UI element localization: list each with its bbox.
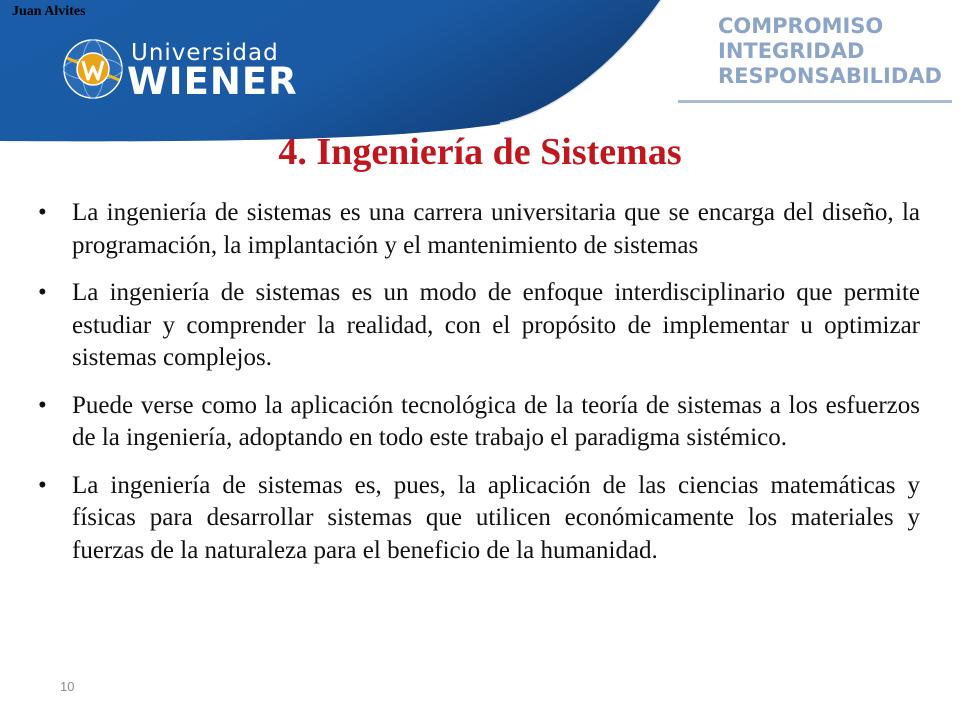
tagline [718, 14, 942, 89]
bullet-item [38, 277, 920, 375]
bullet-marker: • [38, 471, 47, 499]
bullet-list [38, 197, 920, 582]
logo-line-university: Universidad [131, 40, 279, 66]
logo-line-wiener: WIENER [127, 60, 298, 103]
tagline-integridad: INTEGRIDAD [718, 39, 865, 63]
tagline-compromiso: COMPROMISO [718, 14, 884, 38]
bullet-marker: • [38, 199, 47, 226]
tagline-responsabilidad: RESPONSABILIDAD [718, 64, 942, 88]
bullet-text: La ingeniería de sistemas es, pues, la aplicación de las ciencias matemáticas y físicas para desarrollar sistemas que utilicen económicamente los materiales y fuerzas de la naturaleza para el beneficio de la humanidad. [72, 471, 920, 564]
page-number: 10 [60, 679, 75, 694]
bullet-item [38, 470, 920, 568]
bullet-text: La ingeniería de sistemas es una carrera universitaria que se encarga del diseño, la programación, la implantación y el mantenimiento de sistemas [72, 199, 920, 259]
bullet-text: La ingeniería de sistemas es un modo de enfoque interdisciplinario que permite estudiar y comprender la realidad, con el propósito de implementar u optimizar sistemas complejos. [72, 279, 920, 371]
bullet-text: Puede verse como la aplicación tecnológica de la teoría de sistemas a los esfuerzos de la ingeniería, adoptando en todo este trabajo el paradigma sistémico. [72, 391, 920, 451]
slide-title: 4. Ingeniería de Sistemas [278, 131, 682, 173]
bullet-marker: • [38, 391, 47, 419]
bullet-item [38, 390, 920, 455]
bullet-marker: • [38, 279, 47, 306]
author-name: Juan Alvites [12, 4, 86, 19]
tagline-underline [678, 100, 952, 103]
bullet-item [38, 197, 920, 262]
university-emblem-icon [62, 38, 124, 100]
